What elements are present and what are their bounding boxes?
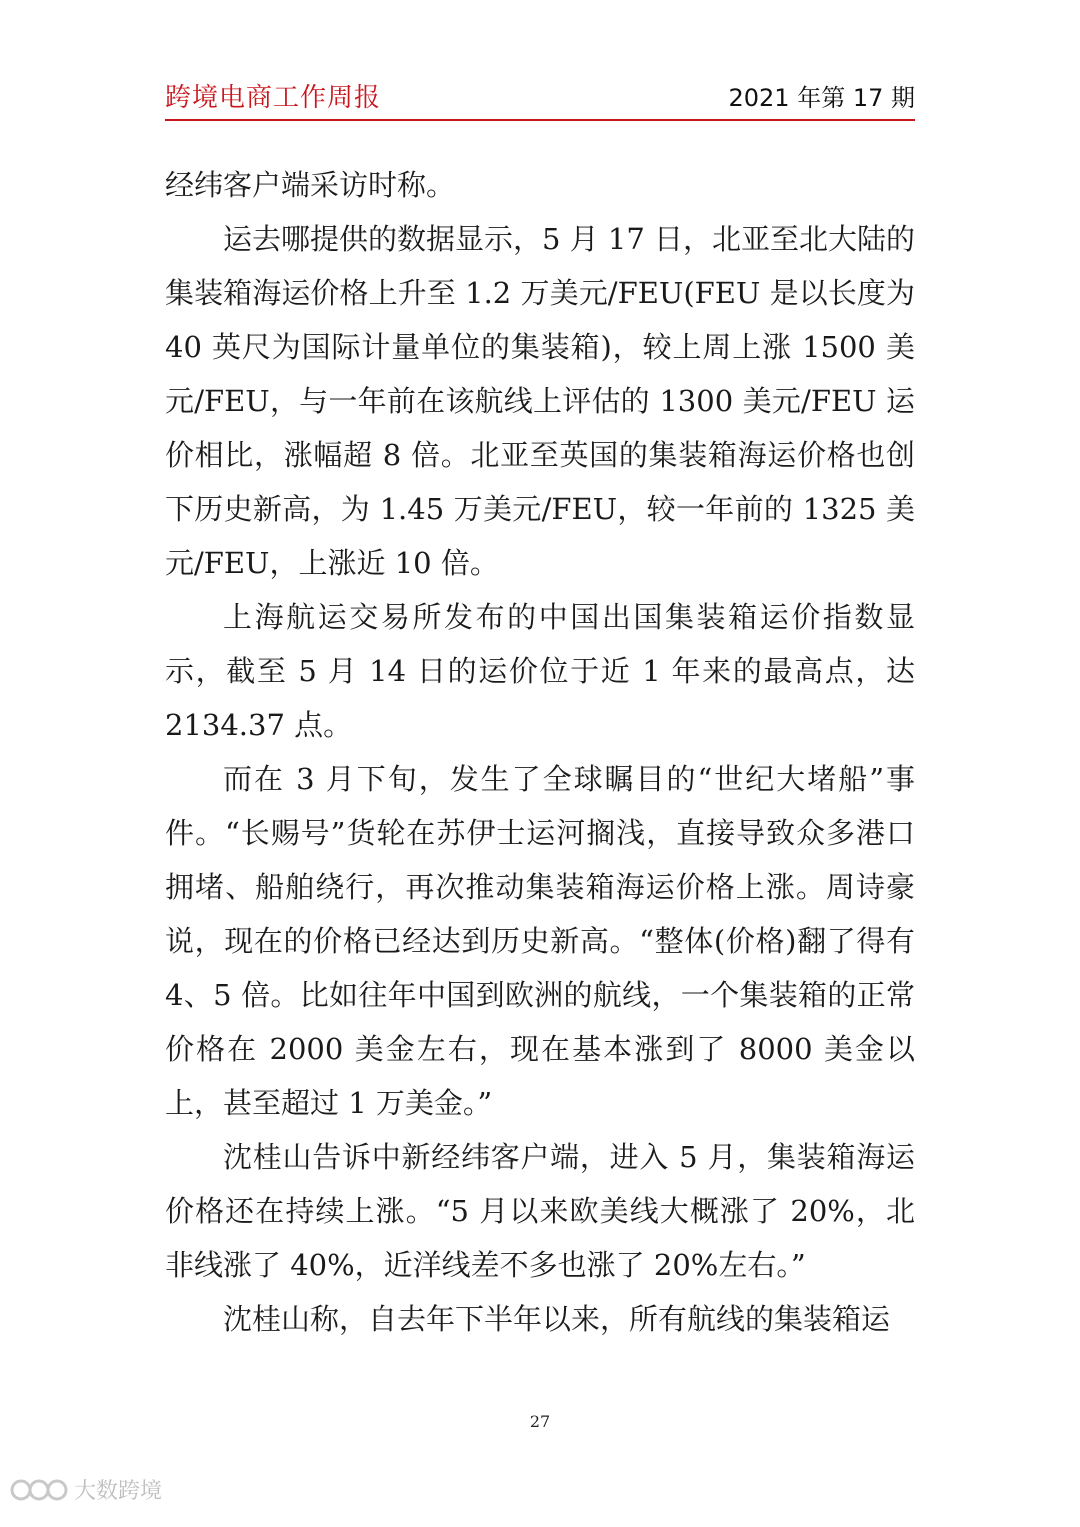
article-body — [165, 158, 915, 1346]
watermark — [10, 1474, 162, 1505]
paragraph: 而在 3 月下旬，发生了全球瞩目的“世纪大堵船”事件。“长赐号”货轮在苏伊士运河搁浅，直接导致众多港口拥堵、船舶绕行，再次推动集装箱海运价格上涨。周诗豪说，现在的价格已经达到历史新高。“整体(价格)翻了得有 4、5 倍。比如往年中国到欧洲的航线，一个集装箱的正常价格在 2000 美金左右，现在基本涨到了 8000 美金以上，甚至超过 1 万美金。” — [165, 762, 915, 1120]
paragraph: 沈桂山告诉中新经纬客户端，进入 5 月，集装箱海运价格还在持续上涨。“5 月以来欧美线大概涨了 20%，北非线涨了 40%，近洋线差不多也涨了 20%左右。” — [165, 1140, 915, 1282]
paragraph: 上海航运交易所发布的中国出国集装箱运价指数显示，截至 5 月 14 日的运价位于近 1 年来的最高点，达 2134.37 点。 — [165, 600, 915, 742]
header-divider — [165, 119, 915, 121]
page-header — [165, 72, 915, 116]
page-number: 27 — [529, 1412, 551, 1431]
issue-number: 2021 年第 17 期 — [728, 84, 915, 112]
paragraph: 经纬客户端采访时称。 — [165, 168, 456, 202]
paragraph: 沈桂山称，自去年下半年以来，所有航线的集装箱运 — [223, 1302, 891, 1336]
watermark-logo-icon — [10, 1475, 68, 1505]
report-title: 跨境电商工作周报 — [165, 83, 382, 113]
watermark-text: 大数跨境 — [74, 1479, 163, 1504]
paragraph: 运去哪提供的数据显示，5 月 17 日，北亚至北大陆的集装箱海运价格上升至 1.2 万美元/FEU(FEU 是以长度为 40 英尺为国际计量单位的集装箱)，较上周上涨 1500 美元/FEU，与一年前在该航线上评估的 1300 美元/FEU 运价相比，涨幅超 8 倍。北亚至英国的集装箱海运价格也创下历史新高，为 1.45 万美元/FEU，较一年前的 1325 美元/FEU，上涨近 10 倍。 — [165, 222, 916, 580]
